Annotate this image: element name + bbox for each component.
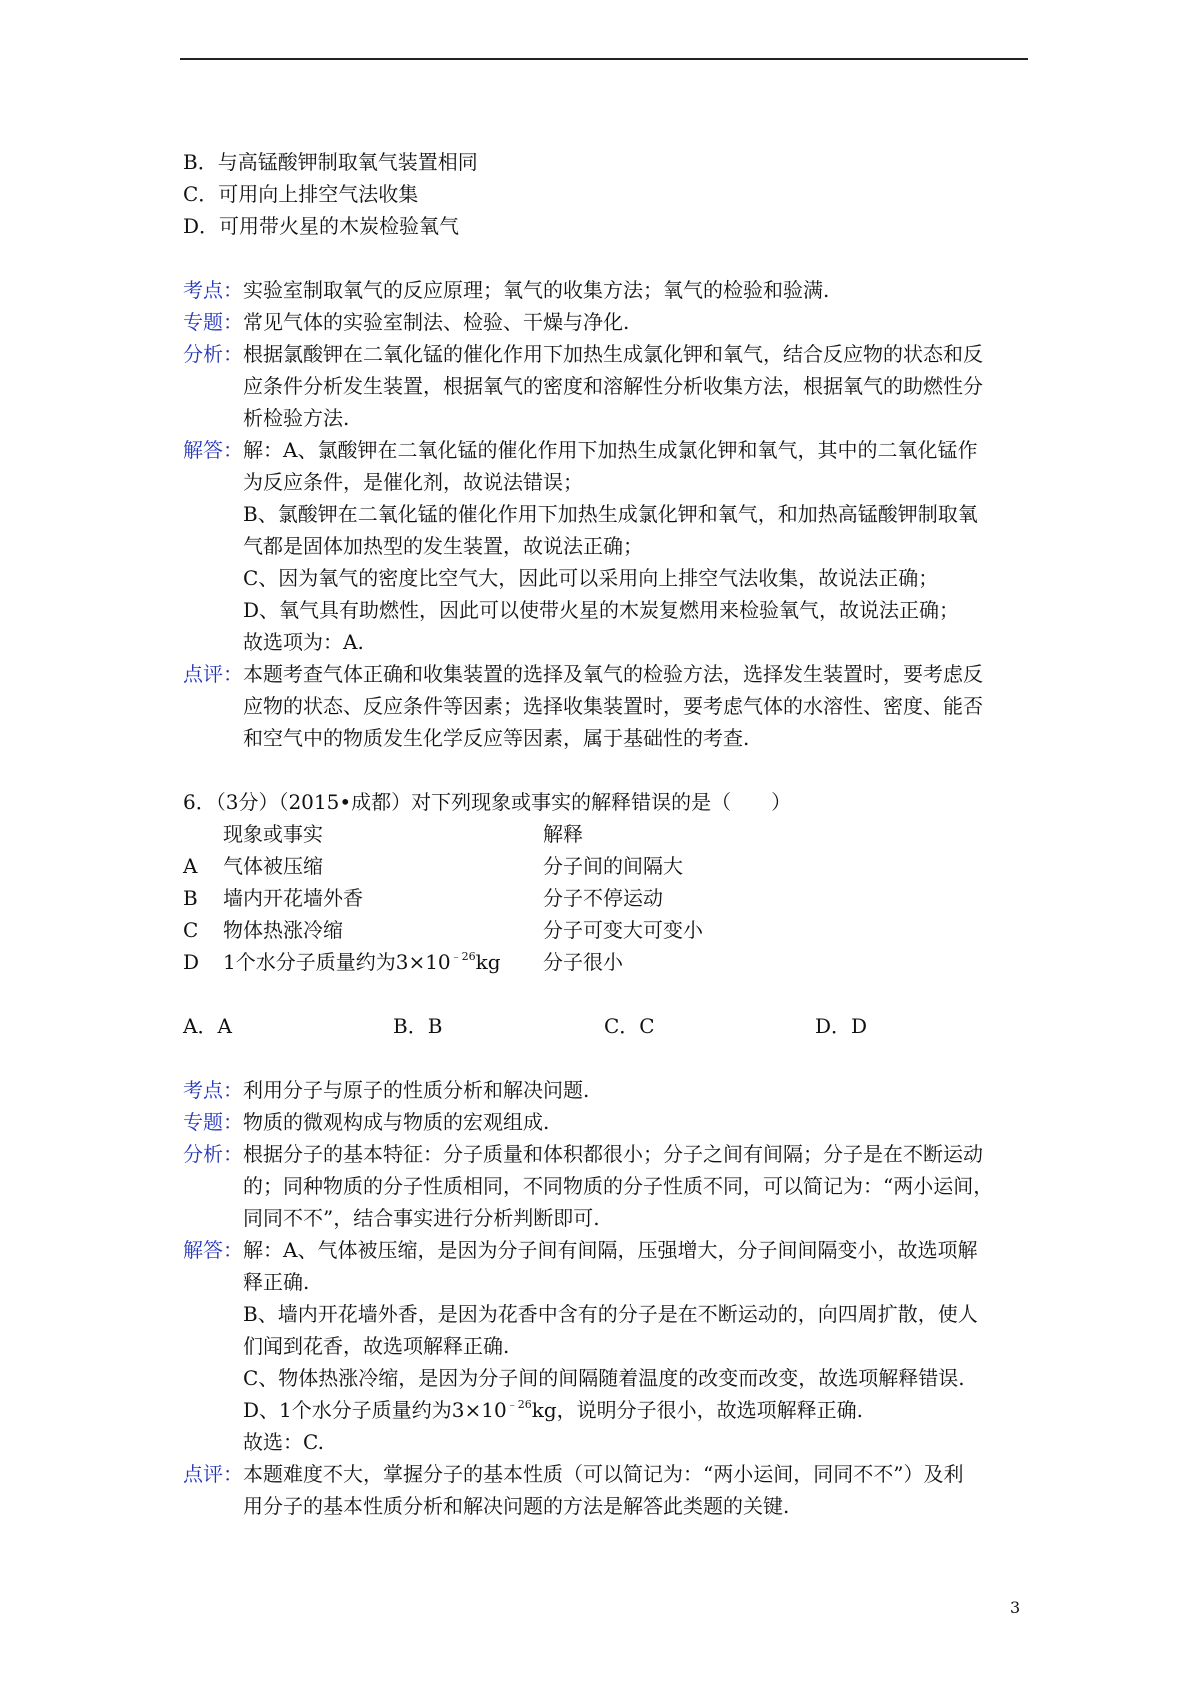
q6-fenxi-line: 根据分子的基本特征：分子质量和体积都很小；分子之间有间隔；分子是在不断运动: [243, 1142, 983, 1166]
table-row-fact: 气体被压缩: [223, 854, 323, 878]
q5-dianping-line: 本题考查气体正确和收集装置的选择及氧气的检验方法，选择发生装置时，要考虑反: [243, 662, 983, 686]
table-row-fact: [223, 950, 501, 978]
table-row-explain: 分子不停运动: [543, 886, 663, 910]
table-header-fact: 现象或事实: [223, 822, 323, 846]
option-c: C．可用向上排空气法收集: [183, 182, 419, 206]
q6-jieda-line: 故选：C.: [243, 1430, 324, 1454]
q6-jieda-line: C、物体热涨冷缩，是因为分子间的间隔随着温度的改变而改变，故选项解释错误.: [243, 1366, 965, 1390]
table-row-key: D: [183, 950, 200, 974]
q5-dianping-label: 点评：: [183, 662, 243, 686]
q6-dianping-label: 点评：: [183, 1462, 243, 1486]
q5-kaodian-label: 考点：: [183, 278, 243, 302]
q6-kaodian-text: 利用分子与原子的性质分析和解决问题.: [243, 1078, 590, 1102]
q6-jieda-label: 解答：: [183, 1238, 243, 1262]
q5-jieda: [183, 438, 977, 462]
q5-kaodian: [183, 278, 829, 302]
q5-jieda-line: 气都是固体加热型的发生装置，故说法正确；: [243, 534, 643, 558]
table-row-explain: 分子可变大可变小: [543, 918, 703, 942]
q5-fenxi-line: 应条件分析发生装置，根据氧气的密度和溶解性分析收集方法，根据氧气的助燃性分: [243, 374, 983, 398]
q5-dianping-line: 和空气中的物质发生化学反应等因素，属于基础性的考查.: [243, 726, 750, 750]
q6-kaodian: [183, 1078, 589, 1102]
page-number: 3: [1010, 1598, 1021, 1617]
q5-kaodian-text: 实验室制取氧气的反应原理；氧气的收集方法；氧气的检验和验满.: [243, 278, 830, 302]
choice-b: B．B: [393, 1014, 443, 1038]
q5-dianping-line: 应物的状态、反应条件等因素；选择收集装置时，要考虑气体的水溶性、密度、能否: [243, 694, 983, 718]
option-b: B．与高锰酸钾制取氧气装置相同: [183, 150, 478, 174]
table-row-key: B: [183, 886, 198, 910]
q5-fenxi-label: 分析：: [183, 342, 243, 366]
q5-jieda-line: D、氧气具有助燃性，因此可以使带火星的木炭复燃用来检验氧气，故说法正确；: [243, 598, 960, 622]
q6-fenxi-line: 的；同种物质的分子性质相同，不同物质的分子性质不同，可以简记为：“两小运间，: [243, 1174, 994, 1198]
table-header-explain: 解释: [543, 822, 583, 846]
table-row-fact: 墙内开花墙外香: [223, 886, 363, 910]
jieda-d-pre: D、1个水分子质量约为3×10: [243, 1398, 507, 1422]
fact-mass-unit: kg: [475, 950, 501, 974]
q6-jieda-line: B、墙内开花墙外香，是因为花香中含有的分子是在不断运动的，向四周扩散，使人: [243, 1302, 978, 1326]
q6-dianping-line: 本题难度不大，掌握分子的基本性质（可以简记为：“两小运间，同同不不”）及利: [243, 1462, 964, 1486]
q6-zhuanti-text: 物质的微观构成与物质的宏观组成.: [243, 1110, 550, 1134]
q5-zhuanti-label: 专题：: [183, 310, 243, 334]
q6-zhuanti: [183, 1110, 549, 1134]
q6-jieda: [183, 1238, 977, 1262]
option-d: D．可用带火星的木炭检验氧气: [183, 214, 460, 238]
q6-fenxi-label: 分析：: [183, 1142, 243, 1166]
jieda-d-post: kg，说明分子很小，故选项解释正确.: [531, 1398, 863, 1422]
q6-stem: 6．（3分）（2015•成都）对下列现象或事实的解释错误的是（ ）: [183, 790, 792, 814]
choice-d: D．D: [815, 1014, 868, 1038]
q6-jieda-line: 解：A、气体被压缩，是因为分子间有间隔，压强增大，分子间间隔变小，故选项解: [243, 1238, 978, 1262]
q6-jieda-line: 释正确.: [243, 1270, 310, 1294]
q6-jieda-line-d: [243, 1398, 863, 1426]
q6-dianping: [183, 1462, 963, 1486]
table-row-explain: 分子很小: [543, 950, 623, 974]
q6-fenxi-line: 同同不不”，结合事实进行分析判断即可.: [243, 1206, 600, 1230]
q6-zhuanti-label: 专题：: [183, 1110, 243, 1134]
fact-mass-pre: 1个水分子质量约为3×10: [223, 950, 451, 974]
q6-kaodian-label: 考点：: [183, 1078, 243, 1102]
header-rule: [180, 58, 1028, 60]
q5-jieda-line: B、氯酸钾在二氧化锰的催化作用下加热生成氯化钾和氧气，和加热高锰酸钾制取氧: [243, 502, 978, 526]
q6-fenxi: [183, 1142, 983, 1166]
jieda-d-exponent: ﹣26: [506, 1398, 532, 1411]
q6-dianping-line: 用分子的基本性质分析和解决问题的方法是解答此类题的关键.: [243, 1494, 790, 1518]
table-row-key: C: [183, 918, 199, 942]
q5-fenxi-line: 析检验方法.: [243, 406, 350, 430]
fact-mass-exponent: ﹣26: [450, 950, 476, 963]
table-row-fact: 物体热涨冷缩: [223, 918, 343, 942]
q5-dianping: [183, 662, 983, 686]
table-row-explain: 分子间的间隔大: [543, 854, 683, 878]
q5-jieda-line: 为反应条件，是催化剂，故说法错误；: [243, 470, 583, 494]
choice-c: C．C: [604, 1014, 655, 1038]
q5-zhuanti-text: 常见气体的实验室制法、检验、干燥与净化.: [243, 310, 630, 334]
q5-jieda-line: 解：A、氯酸钾在二氧化锰的催化作用下加热生成氯化钾和氧气，其中的二氧化锰作: [243, 438, 978, 462]
choice-a: A．A: [183, 1014, 232, 1038]
q5-jieda-line: C、因为氧气的密度比空气大，因此可以采用向上排空气法收集，故说法正确；: [243, 566, 939, 590]
q5-fenxi-line: 根据氯酸钾在二氧化锰的催化作用下加热生成氯化钾和氧气，结合反应物的状态和反: [243, 342, 983, 366]
q5-zhuanti: [183, 310, 629, 334]
q5-jieda-label: 解答：: [183, 438, 243, 462]
q5-fenxi: [183, 342, 983, 366]
q6-jieda-line: 们闻到花香，故选项解释正确.: [243, 1334, 510, 1358]
q5-jieda-line: 故选项为：A.: [243, 630, 364, 654]
table-row-key: A: [183, 854, 198, 878]
